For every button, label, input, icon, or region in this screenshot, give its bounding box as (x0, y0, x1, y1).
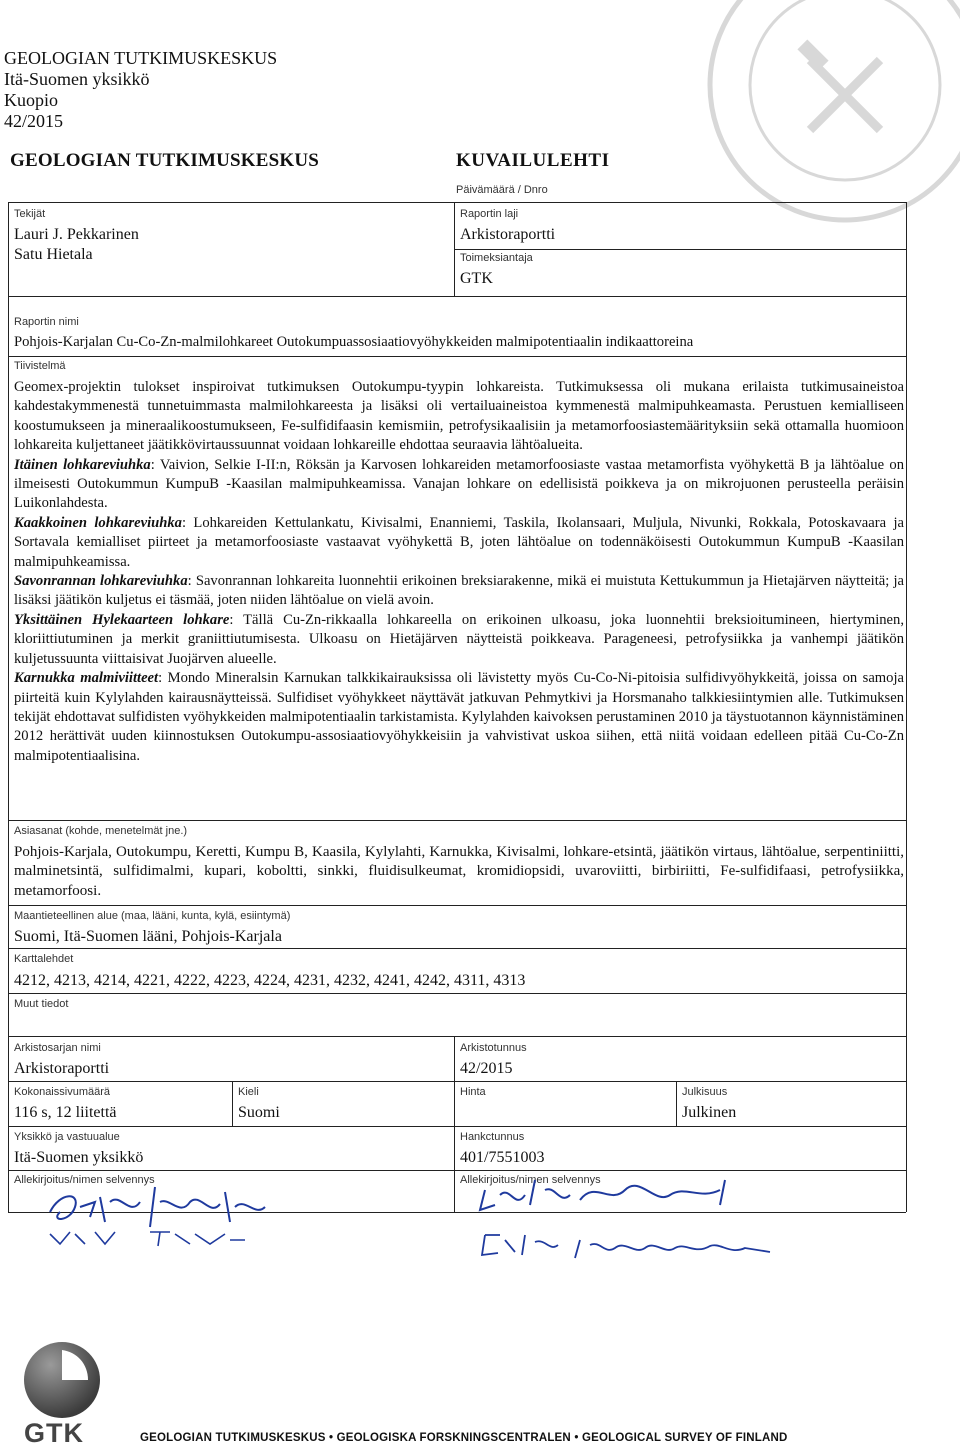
summary-item-text: : Tällä Cu-Zn-rikkaalla lohkareella on erikoinen ulkoasu, joka luonnehtii breksioitumineen, hiertyminen, kloriittiutuminen ja merkit graniittiutumisesta. Ulkoasu on Hietäjärven näytteistä poikkeava. Parageneesi, petrofysiikka ja vanhempi jäätikön kuljetussuunta viittaisivat Juojärven alueelle. (14, 611, 904, 667)
other-label: Muut tiedot (14, 998, 69, 1010)
report-type-label: Raportin laji (460, 208, 519, 220)
header-line-unit: Itä-Suomen yksikkö (4, 69, 150, 89)
archive-series-value: Arkistoraportti (14, 1060, 110, 1077)
summary-item (14, 611, 904, 669)
document-header (4, 48, 277, 132)
language-value: Suomi (238, 1104, 280, 1121)
summary-item-text: : Lohkareiden Kettulankatu, Kivisalmi, Enanniemi, Taskila, Ikolansaari, Muljula, Nivunki, Rokkala, Potoskavaara ja Sortavala kemialliset piirteet ja metamorfoosiaste vastaavat vyöhykettä B, joten lähtöalue on todennäköisesti Outokummun KumpuB -Kaasilan malmipuhkeamissa. (14, 514, 904, 570)
summary-item-heading: Itäinen lohkareviuhka (14, 456, 151, 473)
price-label: Hinta (460, 1086, 486, 1098)
publicity-value: Julkinen (682, 1104, 737, 1121)
summary-item (14, 572, 904, 611)
summary-label: Tiivistelmä (14, 360, 66, 372)
summary-item (14, 514, 904, 572)
region-label: Maantieteellinen alue (maa, lääni, kunta, kylä, esiintymä) (14, 910, 291, 922)
gtk-logo-icon (22, 1340, 102, 1420)
region-value: Suomi, Itä-Suomen lääni, Pohjois-Karjala (14, 928, 282, 945)
commissioner-label: Toimeksiantaja (460, 252, 533, 264)
archive-series-label: Arkistosarjan nimi (14, 1042, 101, 1054)
report-name-value: Pohjois-Karjalan Cu-Co-Zn-malmilohkareet Outokumpuassosiaatiovyöhykkeiden malmipotentiaalin indikaattoreina (14, 334, 694, 350)
project-label: Hankctunnus (460, 1131, 525, 1143)
unit-label: Yksikkö ja vastuualue (14, 1131, 120, 1143)
summary-item (14, 669, 904, 766)
header-line-org: GEOLOGIAN TUTKIMUSKESKUS (4, 48, 278, 68)
institution-seal (700, 0, 960, 230)
header-line-city: Kuopio (4, 90, 58, 110)
summary-body (14, 378, 904, 766)
language-label: Kieli (238, 1086, 259, 1098)
signature-right-label: Allekirjoitus/nimen selvennys (460, 1174, 601, 1186)
summary-item-heading: Savonrannan lohkareviuhka (14, 573, 188, 590)
footer-logo-text: GTK (24, 1418, 84, 1448)
signature-right (470, 1160, 790, 1270)
summary-item-heading: Karnukka malmiviitteet (14, 670, 159, 687)
pages-label: Kokonaissivumäärä (14, 1086, 110, 1098)
authors-label: Tekijät (14, 208, 46, 220)
footer-institution-line: GEOLOGIAN TUTKIMUSKESKUS • GEOLOGISKA FORSKNINGSCENTRALEN • GEOLOGICAL SURVEY OF FINLAND (140, 1432, 788, 1444)
unit-value: Itä-Suomen yksikkö (14, 1149, 144, 1166)
summary-intro: Geomex-projektin tulokset inspiroivat tutkimuksen Outokumpu-tyypin lohkareista. Tutkimuksessa oli mukana erilaista tutkimusaineistoa kahdestakymmenestä tunnetuimmasta malmilohkareesta ja lisäksi oli vertailuaineistoa kymmenestä malmipuhkeamasta. Perustuen kemialliseen koostumukseen ja mineraalikoostumukseen, Fe-sulfidifaasin kemismiin, petrofysikaalisiin ja metamorfoosiastemäärityksiin sekä ottamalla huomioon lohkareita kuljettaneet jäätikkövirtaussuunnat voidaan lohkareille ehdottaa seuraavia lähtöalueita. (14, 379, 904, 454)
maps-value: 4212, 4213, 4214, 4221, 4222, 4223, 4224, 4231, 4232, 4241, 4242, 4311, 4313 (14, 972, 526, 989)
signature-left (40, 1182, 280, 1252)
pages-value: 116 s, 12 liitettä (14, 1104, 117, 1121)
maps-label: Karttalehdet (14, 953, 74, 965)
keywords-label: Asiasanat (kohde, menetelmät jne.) (14, 825, 188, 837)
author-1: Lauri J. Pekkarinen (14, 226, 139, 243)
header-line-number: 42/2015 (4, 111, 64, 131)
archive-id-label: Arkistotunnus (460, 1042, 527, 1054)
publicity-label: Julkisuus (682, 1086, 728, 1098)
summary-item (14, 456, 904, 514)
archive-id-value: 42/2015 (460, 1060, 513, 1077)
document-title: KUVAILULEHTI (456, 150, 610, 171)
organization-name: GEOLOGIAN TUTKIMUSKESKUS (10, 150, 320, 171)
author-2: Satu Hietala (14, 246, 93, 263)
report-name-label: Raportin nimi (14, 316, 79, 328)
summary-item-heading: Yksittäinen Hylekaarteen lohkare (14, 611, 230, 628)
signature-left-label: Allekirjoitus/nimen selvennys (14, 1174, 155, 1186)
summary-item-text: : Mondo Mineralsin Karnukan talkkikairauksissa oli lävistetty myös Cu-Co-Ni-pitoisia sulfidivyöhykkeitä, joissa on samoja piirteitä kuin Kylylahden kairausnäytteissä. Sulfidiset vyöhykkeet näyttävät jatkuvan Pehmytkivi ja Horsmanaho talkkiesiintymien alle. Tutkimuksen tekijät ehdottavat sulfidisten vyöhykkeiden malmipotentiaalin tarkistamista. Kylylahden kaivoksen perustaminen 2010 ja täystuotannon käynnistäminen 2012 herättivät uuden kiinnostuksen Outokumpu-assosiaatiovyöhykkeisiin ja vahvistivat uskoa siihen, että niitä voidaan edelleen pitää Cu-Co-Zn malmipotentiaalisina. (14, 670, 904, 764)
report-type-value: Arkistoraportti (460, 226, 556, 243)
project-value: 401/7551003 (460, 1149, 545, 1166)
summary-item-text: : Vaivion, Selkie I-II:n, Röksän ja Karvosen lohkareiden metamorfoosiaste vastaa metamorfista vyöhykettä B ja lähtöalue on ilmeisesti Outokummun KumpuB -Kaasilan malmipuhkeamissa. Vanajan lohkare on edellisistä poikkeva ja on mikrojuonen perusteella peräisin Luikonlahdesta. (14, 456, 904, 512)
keywords-value: Pohjois-Karjala, Outokumpu, Keretti, Kumpu B, Kaasila, Kylylahti, Karnukka, Kivisalmi, lohkare-etsintä, jäätikön virtaus, lähtöalue, serpentiniitti, malminetsintä, sulfidimalmi, kupari, koboltti, sinkki, fluidisulkeumat, kromidiopsidi, uvaroviitti, birbiriitti, Fe-sulfidifaasi, petrofysiikka, metamorfoosi. (14, 844, 904, 899)
summary-item-text: : Savonrannan lohkareita luonnehtii erikoinen breksiarakenne, mikä ei muistuta Kettukummun ja Hietajärven näytteitä; ja lisäksi jäätikön kuljetus ei täsmää, joten niiden lähtöalue on vielä avoin. (14, 573, 904, 609)
summary-item-heading: Kaakkoinen lohkareviuhka (14, 514, 182, 531)
date-label: Päivämäärä / Dnro (456, 184, 548, 196)
commissioner-value: GTK (460, 270, 493, 287)
